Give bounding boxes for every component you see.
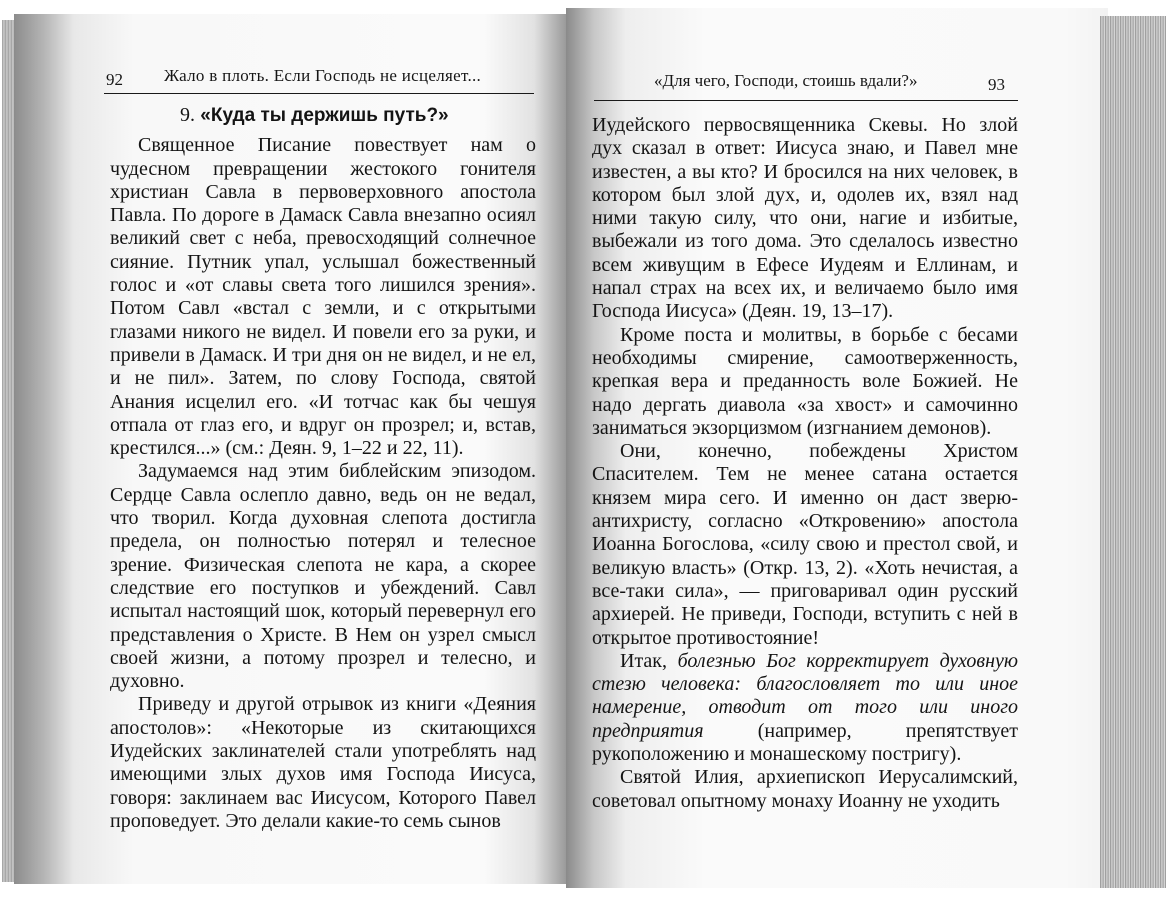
paragraph: Кроме поста и молитвы, в борьбе с бесами необходимы смирение, самоотверженность, крепкая вера и преданность воле Божией. Не надо дергать диавола «за хвост» и самочинно заниматься экзорцизмом (изгнанием демонов). (592, 323, 1018, 439)
right-page-number: 93 (988, 75, 1005, 94)
italic-text: болезнью Бог корректирует духовную стезю человека: благословляет то или иное намерение, отводит от того или иного предприятия (592, 649, 1019, 742)
section-title: «Куда ты держишь путь?» (200, 105, 449, 126)
left-header-rule (104, 93, 534, 94)
paragraph: Святой Илия, архиепископ Иерусалимский, советовал опытному монаху Иоанну не уходить (592, 766, 1018, 812)
tail-text: (например, препятствует рукоположению и монашескому постригу). (592, 719, 1018, 766)
left-page-number: 92 (106, 70, 123, 89)
paragraph: Задумаемся над этим библейским эпизодом. Сердце Савла ослепло давно, ведь он не ведал, что творил. Когда духовная слепота достигла предела, он полностью потерял и телесное зрение. Физическая слепота не кара, а скорее следствие его поступков и убеждений. Савл испытал настоящий шок, который перевернул его представления о Христе. В Нем он узрел смысл своей жизни, а потому прозрел и телесно, и духовно. (110, 460, 536, 693)
section-heading (110, 104, 536, 127)
paragraph: Приведу и другой отрывок из книги «Деяния апостолов»: «Некоторые из скитающихся Иудейских заклинателей стали употреблять над имеющими злых духов имя Господа Иисуса, говоря: заклинаем вас Иисусом, Которого Павел проповедует. Это делали какие-то семь сынов (110, 693, 536, 832)
left-running-title: Жало в плоть. Если Господь не исцеляет... (164, 66, 482, 85)
right-page-edges (1100, 16, 1166, 888)
right-running-title: «Для чего, Господи, стоишь вдали?» (654, 71, 918, 90)
left-page-text (110, 104, 536, 833)
paragraph-emphasis (592, 650, 1018, 766)
paragraph: Иудейского первосвященника Скевы. Но злой дух сказал в ответ: Иисуса знаю, и Павел мне известен, а вы кто? И бросился на них человек, в котором был злой дух, и, одолев их, взял над ними такую силу, что они, нагие и избитые, выбежали из того дома. Это сделалось известно всем живущим в Ефесе Иудеям и Еллинам, и напал страх на всех их, и величаемо было имя Господа Иисуса» (Деян. 19, 13–17). (592, 114, 1018, 323)
section-number: 9. (180, 104, 195, 126)
paragraph: Священное Писание повествует нам о чудесном превращении жестокого гонителя христиан Савла в первоверховного апостола Павла. По дороге в Дамаск Савла внезапно осиял великий свет с неба, превосходящий солнечное сияние. Путник упал, услышал божественный голос и «от славы света того лишился зрения». Потом Савл «встал с земли, и с открытыми глазами никого не видел. И повели его за руки, и привели в Дамаск. И три дня он не видел, и не ел, и не пил». Затем, по слову Господа, святой Анания исцелил его. «И тотчас как бы чешуя отпала от глаз его, и вдруг он прозрел; и, встав, крестился...» (см.: Деян. 9, 1–22 и 22, 11). (110, 134, 536, 460)
lead-text: Итак, (620, 649, 668, 672)
right-header-rule (594, 100, 1018, 101)
paragraph: Они, конечно, побеждены Христом Спасителем. Тем не менее сатана остается князем мира сего. И именно он даст зверю-антихристу, согласно «Откровению» апостола Иоанна Богослова, «силу свою и престол свой, и великую власть» (Откр. 13, 2). «Хоть нечистая, а все-таки сила», — приговаривал один русский архиерей. Не приведи, Господи, вступить с ней в открытое противостояние! (592, 440, 1018, 649)
right-page-text (592, 114, 1018, 813)
